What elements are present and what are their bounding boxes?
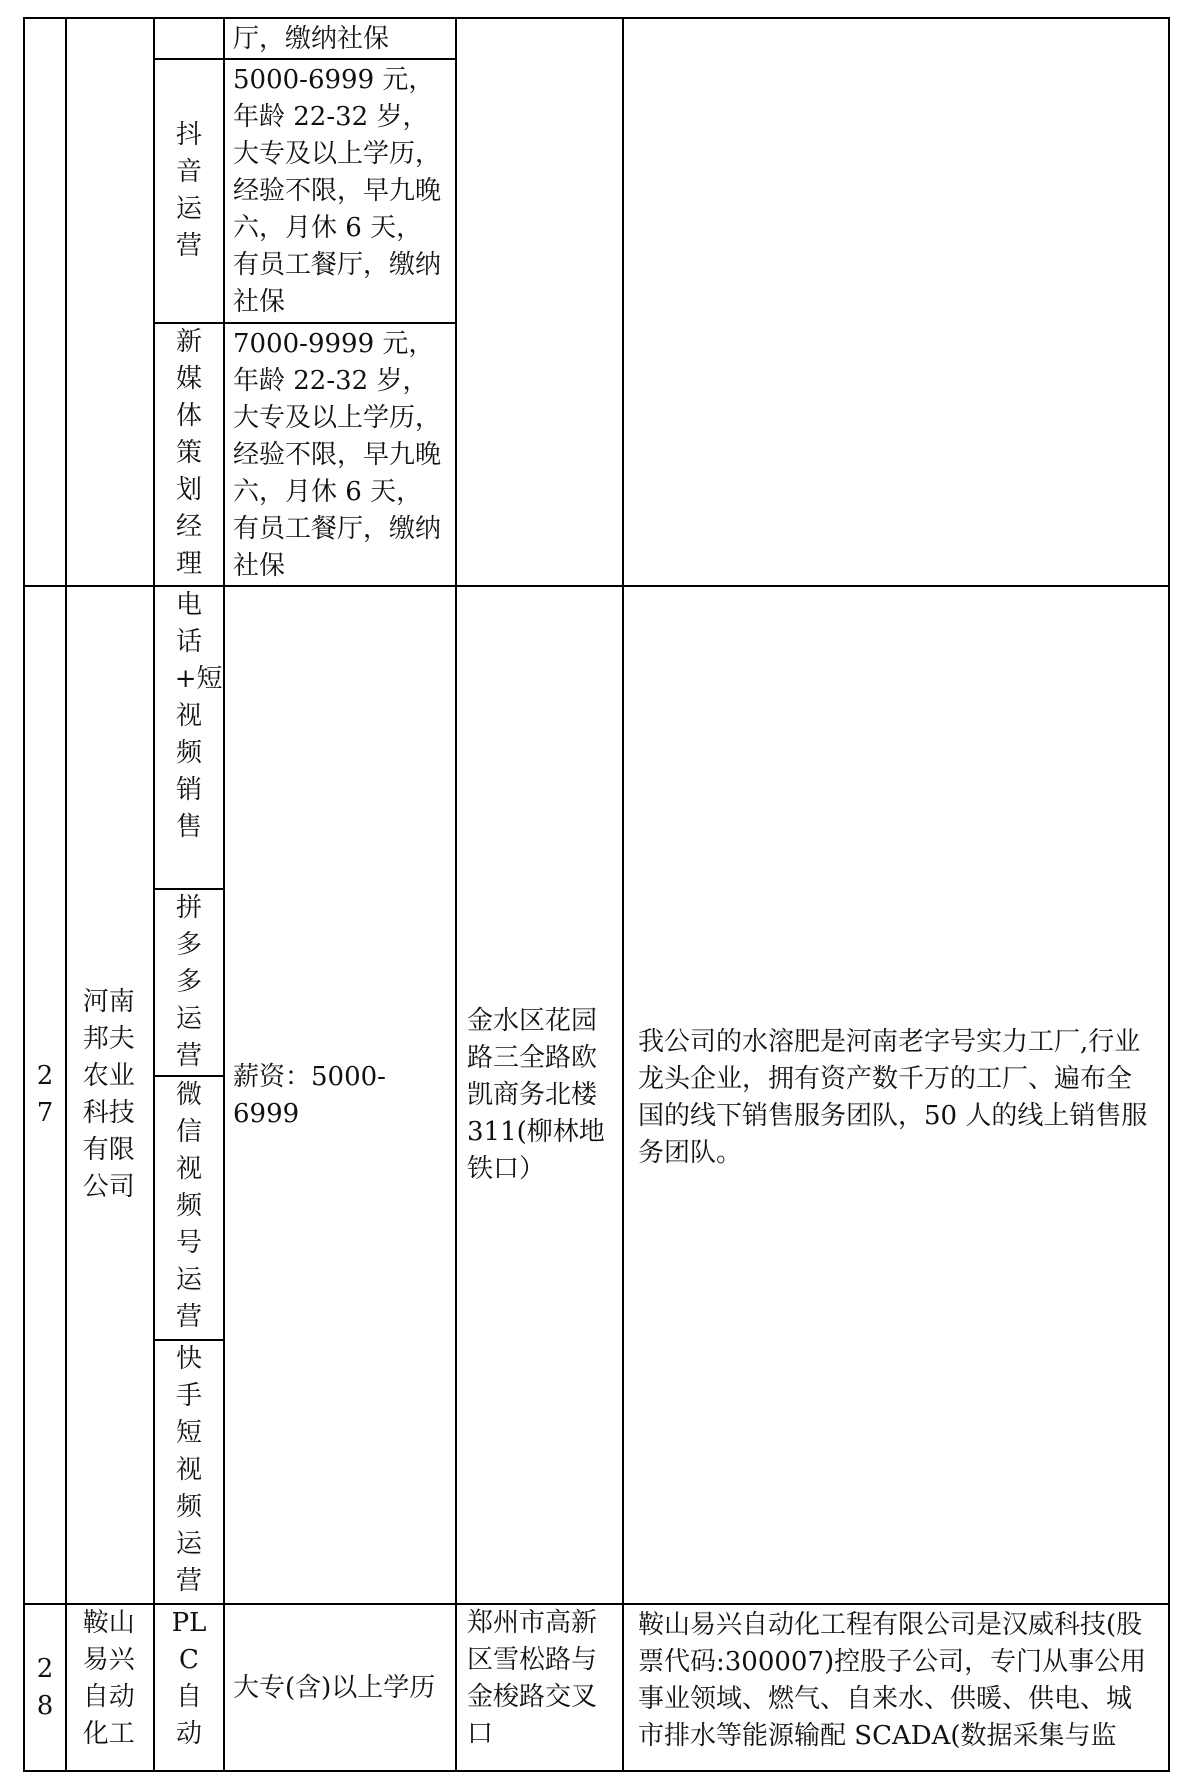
- address-cell: 郑州市高新区雪松路与金梭路交叉口: [456, 1604, 623, 1771]
- job-title-cell: [154, 18, 224, 59]
- address-cell: [456, 18, 623, 586]
- job-title-text: 抖音运营: [175, 120, 202, 261]
- row-number-text: 27: [36, 1061, 54, 1128]
- job-title-text: PLC自动: [171, 1608, 207, 1749]
- row-number-cell: [24, 18, 66, 586]
- recruitment-table: [23, 17, 1170, 1772]
- job-title-text: 电话+短视频销售: [174, 590, 223, 842]
- company-name: 河南邦夫农业科技有限公司: [82, 987, 135, 1202]
- job-title-text: 快手短视频运营: [175, 1344, 202, 1596]
- company-name: 鞍山易兴自动化工: [82, 1608, 135, 1749]
- description-cell: [623, 18, 1169, 586]
- row-number-text: 28: [36, 1653, 54, 1721]
- job-requirement-cell: 薪资：5000-6999: [224, 586, 456, 1604]
- job-title-cell: [154, 1076, 224, 1340]
- job-requirement-cell: 厅，缴纳社保: [224, 18, 456, 59]
- address-cell: 金水区花园路三全路欧凯商务北楼311(柳林地铁口）: [456, 586, 623, 1604]
- company-cell: [66, 586, 154, 1604]
- job-title-cell: [154, 586, 224, 889]
- description-cell: 我公司的水溶肥是河南老字号实力工厂,行业龙头企业，拥有资产数千万的工厂、遍布全国的线下销售服务团队，50 人的线上销售服务团队。: [623, 586, 1169, 1604]
- job-title-text: 微信视频号运营: [175, 1080, 202, 1332]
- description-cell: 鞍山易兴自动化工程有限公司是汉威科技(股票代码:300007)控股子公司，专门从事公用事业领域、燃气、自来水、供暖、供电、城市排水等能源输配 SCADA(数据采集与监: [623, 1604, 1169, 1771]
- job-title-cell: [154, 1604, 224, 1771]
- company-cell: [66, 1604, 154, 1771]
- job-title-text: 新媒体策划经理: [175, 327, 202, 579]
- job-title-cell: [154, 889, 224, 1076]
- company-cell: [66, 18, 154, 586]
- row-number-cell: [24, 1604, 66, 1771]
- job-title-cell: [154, 59, 224, 323]
- job-title-text: 拼多多运营: [175, 893, 202, 1071]
- job-title-cell: [154, 323, 224, 586]
- job-requirement-cell: 7000-9999 元，年龄 22-32 岁，大专及以上学历，经验不限，早九晚六，月休 6 天，有员工餐厅，缴纳社保: [224, 323, 456, 586]
- job-requirement-cell: 5000-6999 元，年龄 22-32 岁，大专及以上学历，经验不限，早九晚六，月休 6 天，有员工餐厅，缴纳社保: [224, 59, 456, 323]
- row-number-cell: [24, 586, 66, 1604]
- job-requirement-cell: 大专(含)以上学历: [224, 1604, 456, 1771]
- job-title-cell: [154, 1340, 224, 1604]
